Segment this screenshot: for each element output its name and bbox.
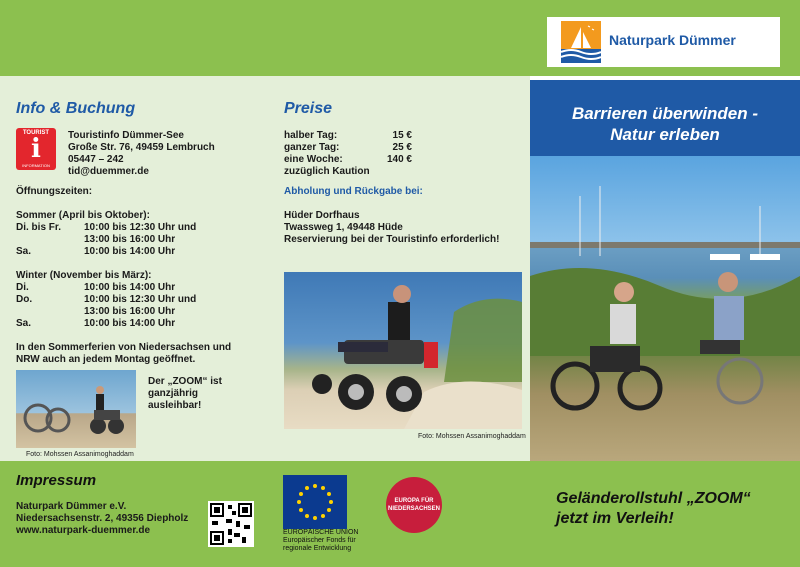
qr-code[interactable] bbox=[208, 501, 254, 547]
pickup-title: Abholung und Rückgabe bei: bbox=[284, 186, 423, 197]
photo-credit-small: Foto: Mohssen Assanimoghaddam bbox=[26, 451, 134, 458]
zoom-photo-small bbox=[16, 370, 136, 448]
cover-title-box bbox=[530, 80, 800, 156]
prices-title: Preise bbox=[284, 100, 333, 117]
brand-name: Naturpark Dümmer bbox=[609, 32, 736, 48]
opening-hours: Öffnungszeiten: Sommer (April bis Oktober): Di. bis Fr. 10:00 bis 12:30 Uhr und 13:00 bis 16:00 Uhr Sa. 10:00 bis 14:00 Uhr Winter (November bis März): Di. 10:00 bis 14:00 Uhr Do. 10:00 bis 12:30 Uhr und 13:00 bis 16:00 Uhr Sa. 10:00 bis 14:00 Uhr In den Sommerferien von Niedersachsen und NRW auch an jedem Montag geöffnet. bbox=[16, 186, 232, 365]
cover-title-line1: Barrieren überwinden - bbox=[571, 104, 759, 123]
cover-title-line2: Natur erleben bbox=[610, 125, 720, 144]
eu-caption: EUROPÄISCHE UNION Europäischer Fonds für regionale Entwicklung bbox=[283, 529, 359, 552]
cover-photo-lake bbox=[530, 156, 800, 461]
zoom-note: Der „ZOOM“ ist ganzjährig ausleihbar! bbox=[148, 376, 222, 411]
zoom-photo-beach bbox=[284, 272, 522, 429]
photo-credit-beach: Foto: Mohssen Assanimoghaddam bbox=[418, 433, 526, 440]
tourist-info-icon: TOURIST i INFORMATION bbox=[16, 128, 56, 170]
slogan: Geländerollstuhl „ZOOM“ jetzt im Verleih! bbox=[556, 490, 751, 527]
impressum-lines: Naturpark Dümmer e.V. Niedersachsenstr. 2, 49356 Diepholz www.naturpark-duemmer.de bbox=[16, 501, 189, 536]
info-title: Info & Buchung bbox=[16, 100, 136, 117]
brand-logo-box bbox=[547, 17, 780, 67]
brand-logo-icon bbox=[561, 21, 601, 63]
contact-email-link[interactable]: tid@duemmer.de bbox=[68, 166, 149, 177]
eu-flag-icon bbox=[283, 475, 347, 529]
impressum-title: Impressum bbox=[16, 472, 97, 489]
eu-niedersachsen-badge: EUROPA FÜR NIEDERSACHSEN bbox=[386, 477, 442, 533]
contact-block: Touristinfo Dümmer-See Große Str. 76, 49459 Lembruch 05447 – 242 tid@duemmer.de bbox=[68, 130, 215, 177]
price-list: halber Tag: 15 € ganzer Tag: 25 € eine Woche: 140 € zuzüglich Kaution bbox=[284, 130, 412, 177]
website-link[interactable]: www.naturpark-duemmer.de bbox=[16, 525, 151, 536]
pickup-address: Hüder Dorfhaus Twassweg 1, 49448 Hüde Reservierung bei der Touristinfo erforderlich! bbox=[284, 210, 500, 245]
